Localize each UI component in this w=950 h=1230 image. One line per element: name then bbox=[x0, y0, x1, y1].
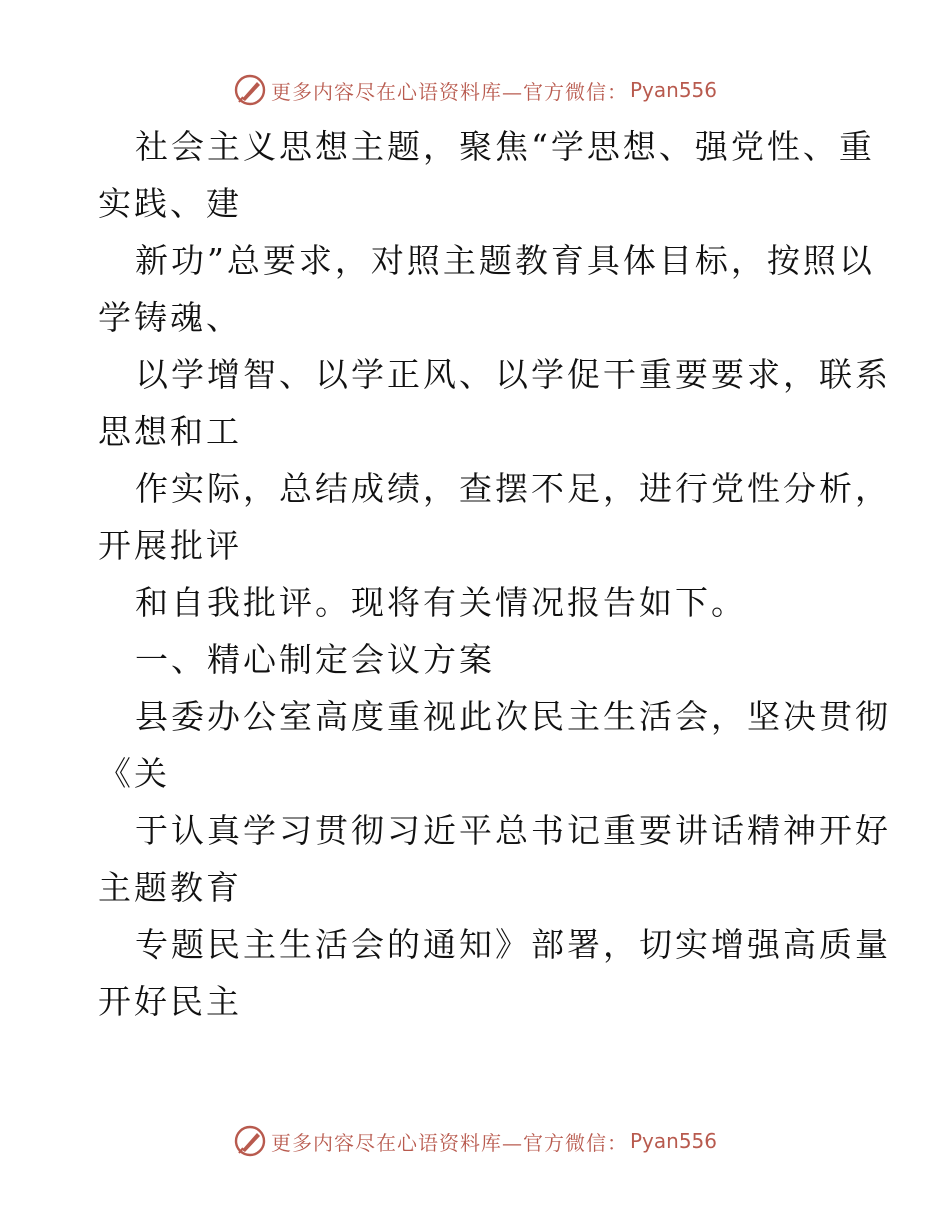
watermark-text: 更多内容尽在心语资料库—官方微信： bbox=[270, 1130, 628, 1155]
body-line: 专题民主生活会的通知》部署，切实增强高质量 bbox=[135, 925, 891, 964]
body-line: 作实际，总结成绩，查摆不足，进行党性分析， bbox=[135, 469, 891, 508]
body-line: 和自我批评。现将有关情况报告如下。 bbox=[135, 583, 747, 622]
watermark-text: 更多内容尽在心语资料库—官方微信： bbox=[270, 79, 628, 104]
feather-pen-logo-icon bbox=[233, 73, 267, 107]
body-line: 开好民主 bbox=[98, 982, 242, 1021]
body-line: 实践、建 bbox=[98, 184, 242, 223]
body-line: 主题教育 bbox=[98, 868, 242, 907]
watermark-wechat-id: Pyan556 bbox=[629, 1129, 717, 1153]
header-watermark bbox=[0, 70, 950, 110]
watermark-wechat-id: Pyan556 bbox=[629, 78, 717, 102]
body-line: 学铸魂、 bbox=[98, 298, 242, 337]
body-line: 于认真学习贯彻习近平总书记重要讲话精神开好 bbox=[135, 811, 891, 850]
footer-watermark bbox=[0, 1121, 950, 1161]
body-line: 以学增智、以学正风、以学促干重要要求，联系 bbox=[135, 355, 891, 394]
document-body bbox=[98, 118, 891, 1030]
body-line: 新功”总要求，对照主题教育具体目标，按照以 bbox=[135, 241, 875, 280]
body-line: 思想和工 bbox=[98, 412, 242, 451]
body-line: 县委办公室高度重视此次民主生活会，坚决贯彻 bbox=[135, 697, 891, 736]
body-line: 《关 bbox=[98, 754, 170, 793]
body-line: 社会主义思想主题，聚焦“学思想、强党性、重 bbox=[135, 127, 875, 166]
body-line: 开展批评 bbox=[98, 526, 242, 565]
section-heading: 一、精心制定会议方案 bbox=[135, 640, 495, 679]
feather-pen-logo-icon bbox=[233, 1124, 267, 1158]
